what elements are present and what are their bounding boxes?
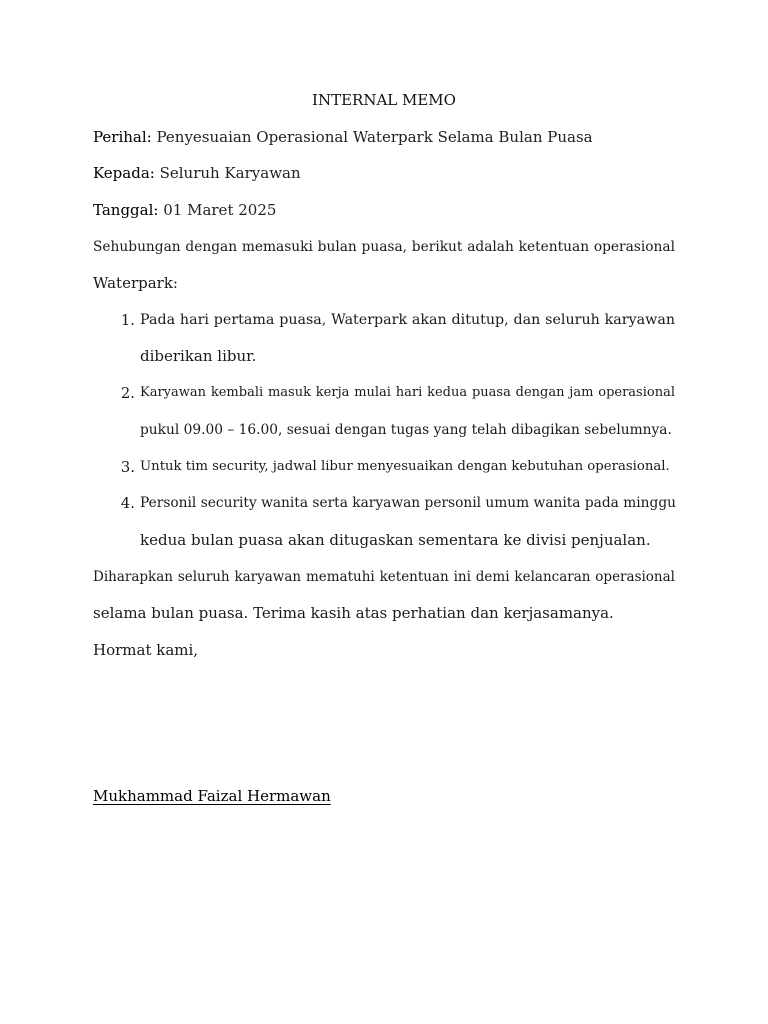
memo-title: INTERNAL MEMO [312,91,456,109]
list-item-number: 2. [120,384,135,402]
list-item-line: Untuk tim security, jadwal libur menyesuaikan dengan kebutuhan operasional. [140,459,670,474]
date-value: 01 Maret 2025 [163,201,277,219]
date-line [93,199,675,221]
signatory-name: Mukhammad Faizal Hermawan [93,787,331,805]
salutation: Hormat kami, [93,641,199,659]
list-item-line: kedua bulan puasa akan ditugaskan sementara ke divisi penjualan. [140,531,651,549]
list-item-number: 3. [120,458,135,476]
recipient-line [93,162,675,184]
list-item-number: 4. [120,494,135,512]
list-item-line: pukul 09.00 – 16.00, sesuai dengan tugas yang telah dibagikan sebelumnya. [140,422,672,438]
intro-line-1: Sehubungan dengan memasuki bulan puasa, berikut adalah ketentuan operasional [93,239,675,255]
list-item-number: 1. [120,311,135,329]
closing-line-2: selama bulan puasa. Terima kasih atas perhatian dan kerjasamanya. [93,604,614,622]
recipient-value: Seluruh Karyawan [159,164,301,182]
subject-label: Perihal: [93,128,152,146]
subject-value: Penyesuaian Operasional Waterpark Selama Bulan Puasa [156,128,593,146]
list-item-line: Karyawan kembali masuk kerja mulai hari kedua puasa dengan jam operasional [140,385,675,400]
list-item-line: Pada hari pertama puasa, Waterpark akan ditutup, dan seluruh karyawan [140,312,675,328]
list-item-line: Personil security wanita serta karyawan personil umum wanita pada minggu [140,495,676,511]
list-item-line: diberikan libur. [140,347,257,365]
intro-line-2: Waterpark: [93,274,178,292]
recipient-label: Kepada: [93,164,155,182]
date-label: Tanggal: [93,201,159,219]
closing-line-1: Diharapkan seluruh karyawan mematuhi ketentuan ini demi kelancaran operasional [93,569,675,585]
subject-line [93,126,675,148]
